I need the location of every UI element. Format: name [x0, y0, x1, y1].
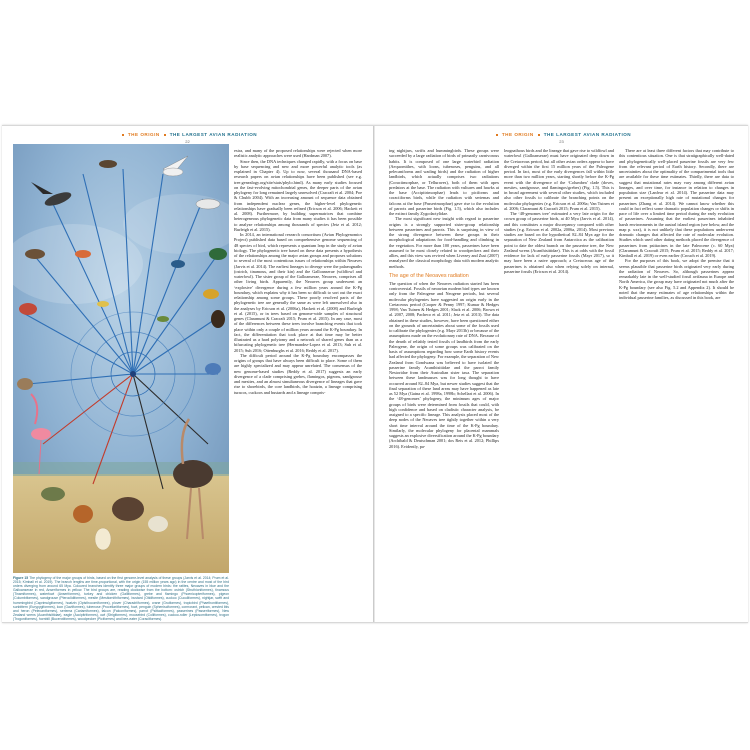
- paragraph: The ‘48-genomes tree’ estimated a very late origin for the crown group of passerine birds, at 40 Mya (Jarvis et al. 2014), and this constitutes a major discrepancy compared with other studies (e.g. Ericson et al. 2002a, 2006a, 2014). Most previous studies are based on the hypothetical 82–84 Mya age for the separation of New Zealand from Antarctica as the calibration point to date the oldest branch on the passerine tree, the New Zealand wrens (Acanthisittidae). This is at odds with the fossil evidence for lack of early passerine fossils (Mayr 2017), so it may have been a naive approach; a Cretaceous age of the passerines is obtained also when relying solely on internal, passerine fossils (Ericson et al. 2014).: [504, 211, 614, 274]
- figure-label: Figure 15: [13, 576, 29, 580]
- chapter-title: THE LARGEST AVIAN RADIATION: [169, 132, 258, 137]
- right-page: [375, 126, 748, 622]
- paragraph: The most significant new insight with regard to passerine origins is a strongly supported sister-group relationship between passerines and parrots. This is surprising in view of the strong divergence between these groups in their morphological adaptations for food-handling and climbing in the vegetation. For more than 100 years, passerines have been assumed to be most closely related to woodpeckers and their allies, and this view was revived when Livezey and Zusi (2007) reanalyzed the classical morphology data with modern analytic methods.: [389, 216, 499, 269]
- paragraph: There are at least three different factors that may contribute to this contentious situation. One is that stratigraphically well-dated and phylogenetically well-placed passerine fossils are very few from the relevant period of Earth history. Secondly, there are uncertainties about the optimality of the compartmental tools that are available for these time estimates. Thirdly, there are data to suggest that mutational rates may vary among different avian lineages, and over time, for instance in relation to changes in population size (Lanfear et al. 2014). The passerine data may present an exceptionally high rate of mutational changes for passerines (Zhang et al. 2014). We cannot know whether this could in fact reflect some dramatic population changes or shifts in pace of life over a limited time period during the early evolution of passerines. Assuming that the earliest passerines inhabited harsh environments in the austral island region (see below, and the map p. xxx), it is not unlikely that these populations underwent dramatic changes that affected the rate of molecular evolution. Studies which used other dating methods placed the divergence of passerines from psittacines in the late Paleocene (c. 60 Mya) (Claramunt & Cracraft 2015; Prum et al. 2015; Reddy et al. 2017; Kimball et al. 2019) or even earlier (Crouch et al. 2019).: [619, 148, 734, 258]
- left-text-column: [234, 148, 362, 618]
- figure-caption: [13, 576, 229, 621]
- paragraph: The difficult period around the K-Pg boundary encompasses the origins of groups that have always been difficult to place. Some of them are highly specialized and may appear unrelated. The consensus of the new genome-based studies (Reddy et al. 2017) suggests an early divergence of a clade comprising grebes, flamingos, pigeons, sandgrouse and mesites, and an almost simultaneous divergence of lineages that gave rise to shorebirds, the core landbirds, the hoatzin, a lineage comprising turacos, cuckoos and bustards and a lineage compris-: [234, 352, 362, 395]
- page-number-right: 23: [559, 139, 564, 144]
- chapter-title: THE LARGEST AVIAN RADIATION: [543, 132, 632, 137]
- bullet-icon: [164, 134, 166, 136]
- paragraph: leognathous birds and the lineage that gave rise to wildfowl and waterfowl (Galloanserae) must have originated deep down in the Cretaceous period, but all other avian orders appear to have diverged within the first 15 million years of the Paleogene period. In fact, most of the early divergences fall within little more than two million years, starting shortly before the K-Pg event with the divergence of the ‘Columbea’ clade (doves, mesites, sandgrouse, and flamingos/grebes) (Fig. 1.5). This is in broad agreement with several other studies, which included also other fossils to calibrate the branching points on the molecular phylogenies (e.g. Ericson et al. 2006a; Van Tuinen et al. 2006; Claramunt & Cracraft 2015; Prum et al. 2015).: [504, 148, 614, 211]
- right-text-column-2: [504, 148, 614, 618]
- paragraph: For the purposes of this book, we adopt the premise that it seems plausible that passerine birds originated very early during the radiation of Neoaves. So, although passerines appear remarkably late in the well-studied fossil avifauna in Europe and North America, the group may have originated not much after the K-Pg boundary (see also Fig. 5.2 and Appendix 2). It should be noted that the many estimates of age relationships within the individual passerine families, as discussed in this book, are: [619, 258, 734, 300]
- paragraph: In 2014, an international research consortium (Avian Phylogenomics Project) published data based on comprehensive genome sequencing of 48 species of bird, which represents a quantum leap in the study of avian biology. The phylogenetic tree based on these data presents a hypothesis of the relationships among the major avian groups and proposes solutions to several of the most contentious issues of relationships within Neoaves (Jarvis et al. 2014). The earliest lineages to diverge were the palaeognaths (ostrich, tinamous, and their kin) and the Galloanserae (wildfowl and waterfowl). The sister group of the Galloanserae, Neoaves, comprises all other living birds. Apparently, the Neoaves group underwent an ‘explosive’ divergence during a few million years around the K-Pg boundary, which explains why it has been so difficult to sort out the exact relationship among some groups. These poorly resolved parts of the phylogenetic tree are generally the same as were left unresolved also in the analyses by Ericson et al. (2006a), Hackett et al. (2008) and Burleigh et al. (2015), or in trees based on genome-wide samples of structural genes (Claramunt & Cracraft 2015; Prum et al. 2015). In any case, most of the differences between these trees involve branching events that took place within only a couple of million years around the K-Pg boundary. In fact, the differentiation that took place at that time may be better illustrated as a hard polytomy and a network of shared genes than as a bifurcating phylogenetic tree (Hermandez-Lopez et al. 2013; Suh et al. 2015; Suh 2016; Ottenburghs et al. 2016; Reddy et al. 2017).: [234, 232, 362, 353]
- paragraph: estra, and many of the proposed relationships were rejected when more realistic analytic approaches were used (Hardman 2007).: [234, 148, 362, 159]
- bullet-icon: [496, 134, 498, 136]
- page-number-left: 22: [185, 139, 190, 144]
- right-text-column-3: [619, 148, 734, 618]
- section-label: THE ORIGIN: [127, 132, 160, 137]
- figure-caption-text: The phylogeny of the major groups of birds, based on the first genome-level analysis of these groups (Jarvis et al. 2014; Prum et al. 2015; Kimball et al. 2019). The branch lengths are time-proportional, with the origin (155 million years ago) in the centre and most of the bird orders diverging from around 65 Mya. Coloured branches identify three major groups of modern birds: the ratites, Neoaves in blue and the Galloanserae in red, Anseriformes in yellow. The bird groups are, reading clockwise from the bottom: ostrich (Struthioniformes), tinamous (Tinamiformes), waterfowl (Anseriformes), turkey and chicken (Galliformes), grebe and flamingo (Phoenicopteriformes), pigeon (Columbiformes), sandgrouse (Pteroclidiformes), mesite (Mesitornithiformes), bustard (Otidiformes), cuckoo (Cuculiformes), nightjar, swift and hummingbird (Caprimulgiformes), hoatzin (Opisthocomiformes), plover (Charadriiformes), crane (Gruiformes), tropicbird (Phaethontiformes), sunbittern (Eurypygiformes), loon (Gaviiformes), tubenose (Procellariiformes), fowl, penguin (Sphenisciformes), cormorant, pelican, crested ibis and heron (Pelecaniformes), seriema (Cariamiformes), falcon (Falconiformes), parrot (Psittaciformes), passerines (Passeriformes), New Zealand wrens (Acanthisittidae), eagle (Accipitriformes), owl (Strigiformes), mousebird (Coliiformes), cuckoo-roller (Leptosomiformes), trogon (Trogoniformes), hornbill (Bucerotiformes), woodpecker (Piciformes) and bee-eater (Coraciiformes).: [13, 576, 230, 621]
- right-text-column-1: [389, 148, 499, 618]
- book-spread: [2, 125, 748, 623]
- running-head-left: [2, 132, 373, 137]
- section-heading: The age of the Neoaves radiation: [389, 272, 469, 279]
- phylogeny-artwork: [13, 144, 229, 573]
- paragraph: Since then, the DNA techniques changed rapidly, with a focus on base by base sequencing and new and more powerful analytic tools (as explained in Chapter 4). Up to now, several thousand DNA-based research papers on avian relationships have been published (see e.g. tree.genealogy.org/site/stats/phylo.html). As many early studies focused on the fast-evolving mitochondrial genes, the deeper parts of the avian phylogeny for long remained largely unresolved (Cracraft et al. 2004; Poe & Chubb 2004). With an increasing amount of sequence data obtained from independent nuclear genes, the higher-level phylogenetic relationships have gradually been refined (Ericson et al. 2006; Hackett et al. 2008). Furthermore, by building supermatrices that combine heterogeneous phylogenetic data from many studies it has been possible to analyze relationships among thousands of species (Jetz et al. 2012; Burleigh et al. 2015).: [234, 158, 362, 232]
- phylogeny-illustration: [13, 144, 229, 573]
- paragraph: ing nightjars, swifts and hummingbirds. These groups were succeeded by a large radiation of birds of primarily carnivorous habits. It is composed of one large waterbird radiation (Aequornithes, with loons, tubenoses, penguins, and all pelecaniforms and wading birds) and the radiation of higher landbirds, which actually comprises two radiations (Coraciimorphae, or Telluraves), both of them with apex predators at the base. The radiation with vultures and hawks at the base (Accipitrimorphae) leads to piciforms and coraciiforms birds, while the radiation with seriemas and falcons at the base (Passerimorphae) gave rise to the evolution of parrots and passerine birds (Fig. 1.5), which also includes the extinct family Zygodactylidae.: [389, 148, 499, 216]
- section-label: THE ORIGIN: [501, 132, 534, 137]
- paragraph: The question of when the Neoaves radiation started has been controversial. Fossils of neoavian modern bird types are known only from the Paleogene and Neogene periods, but several molecular phylogenies have suggested an origin early in the Cretaceous period (Cooper & Penny 1997; Kumar & Hedges 1998; Van Tuinen & Hedges 2001; Slack et al. 2006; Brown et al. 2007, 2008; Pacheco et al. 2011; Jetz et al. 2013). The data obtained in these studies, however, have been questioned either on the grounds of uncertainties about some of the fossils used to calibrate the phylogenies (e.g. Mayr 2013b) or because of the assumptions made on the evolutionary rate of DNA. Because of the dearth of reliably tested fossils of landbirds from the early Paleogene, the origin of some groups was calibrated on the basis of assumptions regarding how some Earth history events had affected the phylogeny. For example, the separation of New Zealand from Gondwana was believed to have isolated the passerine family Acanthisittidae and the parrot family Nestoridae from their Australian sister taxa. The separation between these landmasses was for long thought to have occurred around 82–84 Mya, but newer studies suggest that the final separation of these land areas may have happened as late as 52 Mya (Gaina et al. 1998a, 1998b; Schellart et al. 2006). In the ‘48-genomes’ phylogeny, the minimum ages of major groups of birds were determined from fossils that could, with high confidence and based on cladistic character analysis, be assigned to a specific lineage. This analysis placed most of the deep nodes of the Neoaves tree tightly together within a very short time interval around the time of the K-Pg boundary. Similarly, the molecular phylogeny for placental mammals suggests an explosive diversification around the K-Pg boundary (Archibald & Deutschman 2001; dos Reis et al. 2012; Phillips 2016). Evidently, pa-: [389, 280, 499, 449]
- bullet-icon: [538, 134, 540, 136]
- bullet-icon: [122, 134, 124, 136]
- left-page: [2, 126, 373, 622]
- running-head-right: [375, 132, 748, 137]
